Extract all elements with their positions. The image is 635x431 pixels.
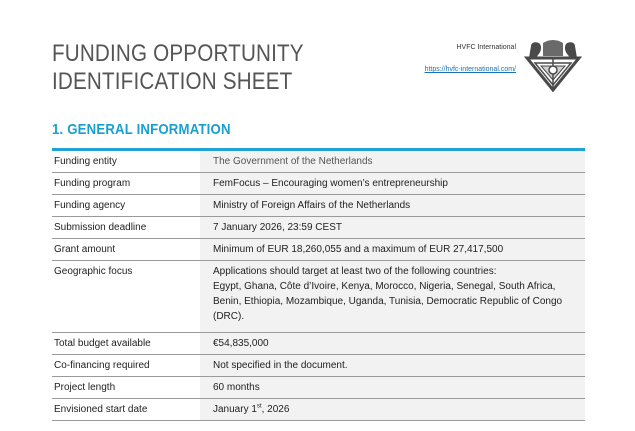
row-label: Grant amount <box>52 239 200 261</box>
org-url-link[interactable]: https://hvfc-international.com/ <box>424 66 516 73</box>
row-value: The Government of the Netherlands <box>200 151 585 173</box>
table-row <box>52 195 585 217</box>
start-date-sup: st <box>256 403 262 410</box>
row-value <box>200 399 585 421</box>
page-title-line1: FUNDING OPPORTUNITY <box>52 40 304 67</box>
row-label: Submission deadline <box>52 217 200 239</box>
row-value <box>200 261 585 333</box>
row-value: €54,835,000 <box>200 333 585 355</box>
geographic-focus-countries: Egypt, Ghana, Côte d’Ivoire, Kenya, Morocco, Nigeria, Senegal, South Africa, Benin, Ethiopia, Mozambique, Uganda, Tunisia, Democratic Republic of Congo (DRC). <box>213 281 563 322</box>
table-row <box>52 399 585 421</box>
row-label: Funding entity <box>52 151 200 173</box>
row-value: 60 months <box>200 377 585 399</box>
table-row <box>52 333 585 355</box>
table-row <box>52 377 585 399</box>
table-row <box>52 173 585 195</box>
geographic-focus-intro: Applications should target at least two of the following countries: <box>213 266 497 277</box>
row-value: FemFocus – Encouraging women’s entrepreneurship <box>200 173 585 195</box>
section-title: 1. GENERAL INFORMATION <box>52 121 231 138</box>
hvfc-logo-icon <box>523 40 583 92</box>
table-row <box>52 355 585 377</box>
row-label: Total budget available <box>52 333 200 355</box>
row-value: Ministry of Foreign Affairs of the Netherlands <box>200 195 585 217</box>
row-label: Project length <box>52 377 200 399</box>
table-row <box>52 239 585 261</box>
start-date-post: , 2026 <box>261 404 290 415</box>
general-info-table <box>52 148 585 421</box>
start-date-pre: January 1 <box>213 404 257 415</box>
table-row <box>52 151 585 173</box>
row-label: Funding agency <box>52 195 200 217</box>
row-value: Not specified in the document. <box>200 355 585 377</box>
row-label: Funding program <box>52 173 200 195</box>
table-row <box>52 261 585 333</box>
table-row <box>52 217 585 239</box>
row-label: Co-financing required <box>52 355 200 377</box>
org-name: HVFC International <box>456 44 516 51</box>
row-value: Minimum of EUR 18,260,055 and a maximum of EUR 27,417,500 <box>200 239 585 261</box>
page-title-line2: IDENTIFICATION SHEET <box>52 68 293 95</box>
page-title <box>52 40 304 96</box>
row-value: 7 January 2026, 23:59 CEST <box>200 217 585 239</box>
row-label: Envisioned start date <box>52 399 200 421</box>
row-label: Geographic focus <box>52 261 200 333</box>
